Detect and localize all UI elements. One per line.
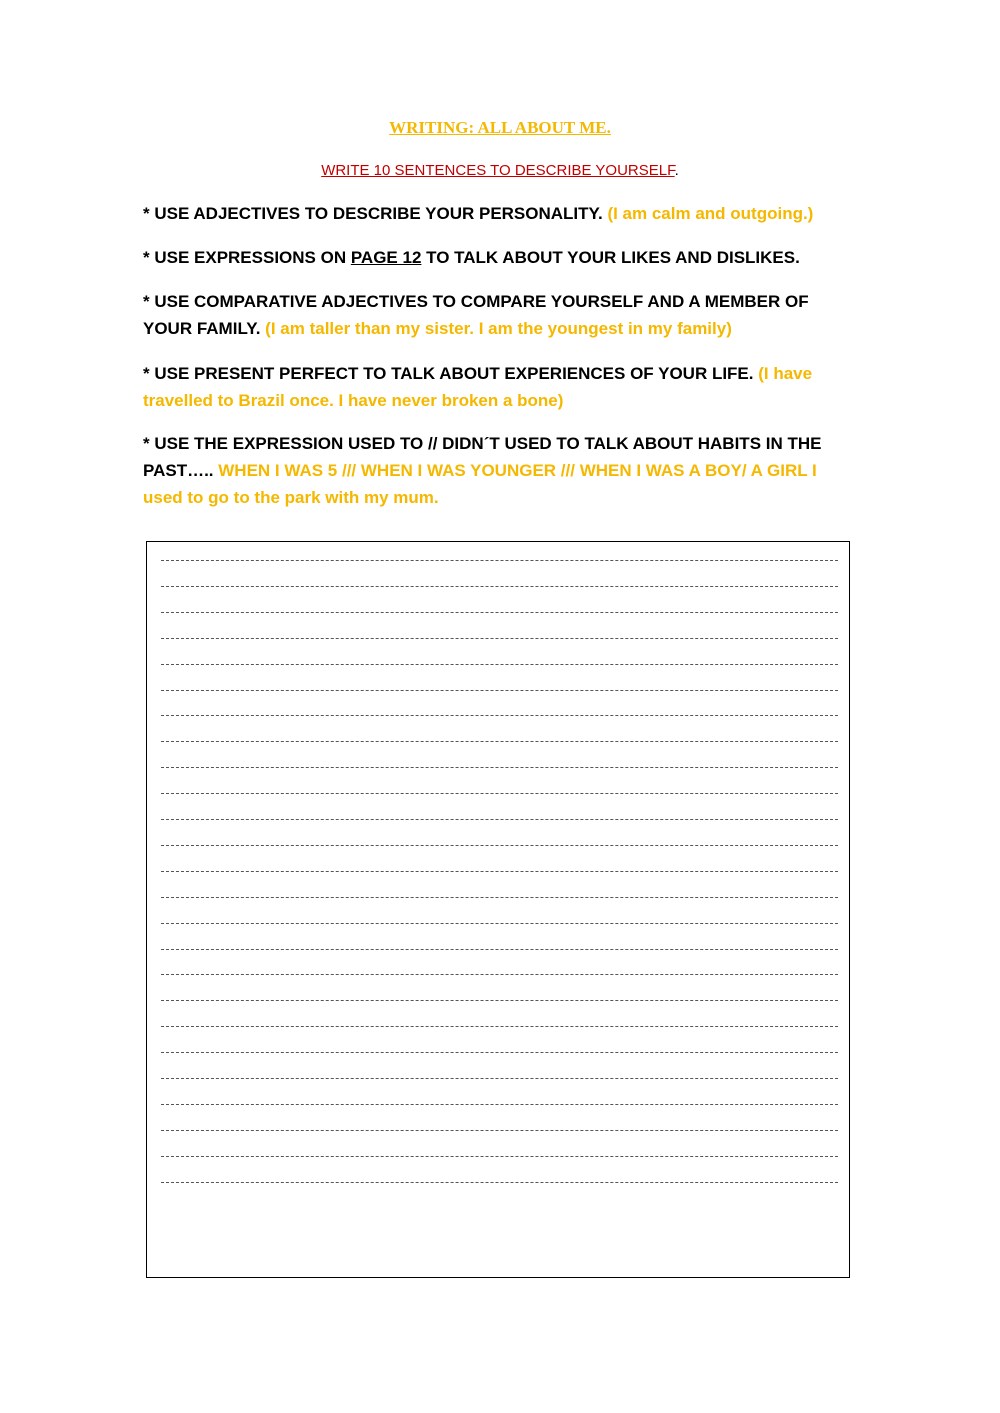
page-reference: PAGE 12 xyxy=(350,248,422,267)
writing-line xyxy=(161,949,838,950)
writing-line xyxy=(161,1026,838,1027)
writing-line xyxy=(161,690,838,691)
writing-line xyxy=(161,871,838,872)
instruction-text: * USE PRESENT PERFECT TO TALK ABOUT EXPERIENCES OF YOUR LIFE. xyxy=(143,364,759,383)
instruction-example: (I am taller than my sister. I am the youngest in my family) xyxy=(265,319,732,338)
writing-line xyxy=(161,1182,838,1183)
instruction-example: WHEN I WAS 5 /// WHEN I WAS YOUNGER /// WHEN I WAS A BOY/ A GIRL I used to go to the park with my mum. xyxy=(143,461,817,507)
instruction-adjectives xyxy=(143,200,859,227)
writing-line xyxy=(161,793,838,794)
writing-line xyxy=(161,586,838,587)
instruction-text: * USE COMPARATIVE ADJECTIVES TO COMPARE YOURSELF AND A MEMBER OF YOUR FAMILY. xyxy=(143,292,809,338)
subtitle-text: WRITE 10 SENTENCES TO DESCRIBE YOURSELF xyxy=(321,162,675,179)
instruction-text: * USE THE EXPRESSION USED TO // DIDN´T USED TO TALK ABOUT HABITS IN THE PAST….. xyxy=(143,434,822,480)
instruction-example: (I am calm and outgoing.) xyxy=(607,204,814,223)
writing-area[interactable] xyxy=(146,541,850,1278)
instruction-comparatives xyxy=(143,288,859,342)
instruction-used-to xyxy=(143,430,859,511)
instruction-example: (I have travelled to Brazil once. I have never broken a bone) xyxy=(143,364,813,410)
writing-line xyxy=(161,741,838,742)
writing-line xyxy=(161,715,838,716)
writing-line xyxy=(161,612,838,613)
writing-line xyxy=(161,1130,838,1131)
writing-line xyxy=(161,638,838,639)
worksheet-title: WRITING: ALL ABOUT ME. xyxy=(389,118,611,137)
writing-line xyxy=(161,1156,838,1157)
writing-line xyxy=(161,664,838,665)
writing-line xyxy=(161,974,838,975)
instruction-text: * USE EXPRESSIONS ON xyxy=(143,248,351,267)
writing-line xyxy=(161,923,838,924)
instruction-text-end: TO TALK ABOUT YOUR LIKES AND DISLIKES. xyxy=(421,248,800,267)
instruction-present-perfect xyxy=(143,360,859,414)
instruction-text: * USE ADJECTIVES TO DESCRIBE YOUR PERSONALITY. xyxy=(143,204,608,223)
instruction-expressions xyxy=(143,244,859,271)
writing-line xyxy=(161,560,838,561)
writing-line xyxy=(161,1000,838,1001)
subtitle-period: . xyxy=(674,162,679,179)
writing-line xyxy=(161,845,838,846)
writing-line xyxy=(161,767,838,768)
writing-line xyxy=(161,1104,838,1105)
writing-line xyxy=(161,1052,838,1053)
worksheet-subtitle xyxy=(0,162,1000,179)
writing-line xyxy=(161,819,838,820)
writing-line xyxy=(161,897,838,898)
writing-line xyxy=(161,1078,838,1079)
